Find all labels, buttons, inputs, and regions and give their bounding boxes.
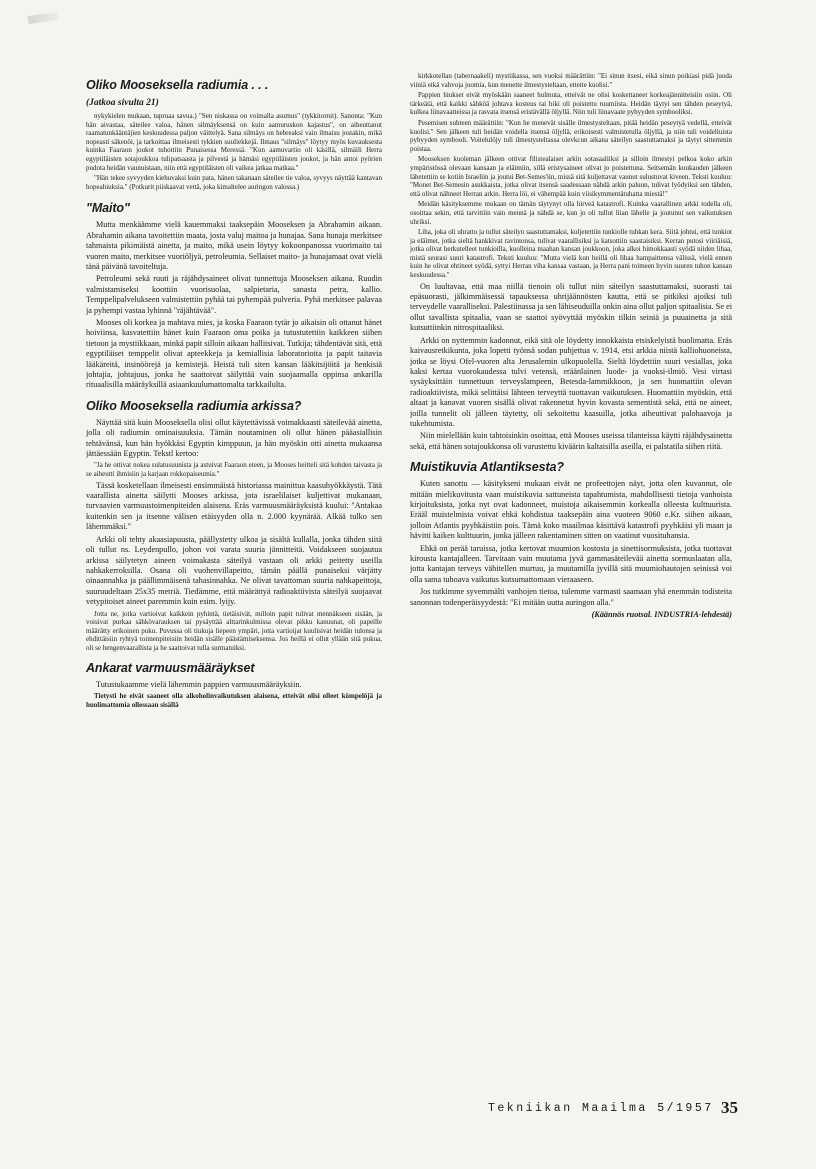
paragraph-18: Liha, joka oli uhrattu ja tullut säteilyn saastuttamaksi, kuljetettiin tunkiolle tuhkan kera. Siitä johtui, että tunkiot ja eläimet, jotka sieltä hankkivat ravintonsa, tulivat vaarallisiksi ja katsottiin saastaisiksi. Kerran putosi viiriäisiä, jotka olivat herkutelleet tunkioilla, kuolleina maahan kansan joukkoon, joka alkoi himokkaasti syödä niiden lihaa, mistä seurasi suuri katastrofi. Teksti kuuluu: "Mutta vielä kun heillä oli lihaa hampaittensa välissä, vielä ennen kuin he olivat ehtineet syödä, syttyi Herran viha kansaa vastaan, ja Herra pani toimeen hyvin suuren tuhon kansan keskuudessa." (410, 228, 732, 280)
paragraph-8: Tässä kosketellaan ilmeisesti ensimmäistä historiassa mainittua kaasuhyökkäystä. Tätä vaarallista ainetta säilytti Mooses arkissa, jota israelilaiset kuljettivat mukanaan, turvaavien varmuustoimenpiteiden alaisena. Eräs varmuusmääräyksistä kuului: "Antakaa kuitenkin sen ja itsenne välisen etäisyyden olla n. 2.000 kyynärää. Alkää tulko sen lähemmäksi." (86, 480, 382, 532)
paragraph-1: nykykielen mukaan, tupruaa savua.) "Sen niskassa on voimalla asumus" (tykkitornit). Sanonta: "Kun hän aivastaa, säteilee valoa, hänen silmäyksensä on kuin aamuruskon kajastus", on aiheuttanut raamatunkääntäjien keskuudessa paljon väittelyä. Sana silmäys on hebreaksi vain ilmaisu jostakin, mikä nopeasti säkenöi, ja tarkoittaa ilmeisesti tykkien suuliekkejä. Ilmaus "silmäys" löytyy myös kuvauksesta kuinka Faaraon joukot tuhottiin Punaisessa Meressä. "Kun aamuvartio oli käsillä, silmäili Herra egyptiläisten sotajoukkoa tulipatsaasta ja pilvestä ja hämäsi egyptiläisten joukot, ja hän antoi pyörien pudota heidän vaunuistaan, niin että egyptiläisten oli vaikea jatkaa matkaa." (86, 112, 382, 172)
paragraph-11: Tutustukaamme vielä lähemmin pappien varmuusmääräyksiin. (96, 679, 302, 689)
paragraph-22: Kuten sanottu — käsitykseni mukaan eivät ne profeettojen näyt, jotta olen kuvannut, ole mitään mielikuvitusta vaan muistikuvia sattuneista tapahtumista, mahdollisesti tietoja vanhoista kirjoituksista, jotka nyt ovat kadonneet, muistoja aikaisemmin korkealla olleesta kulttuurista. Erääl muistelmista voivat ehkä kohdistua taaksepäin aina vuoteen 9060 e.Kr. siihen aikaan, jolloin Atlantis pyyhkäistiin pois. Tämä koko maailmaa käsittävä katastrofi pyyhkäisi yli maan ja hävitti kaiken kulttuurin, jonka jälleen rakentaminen sitten on vaatinut vuosituhansia. (410, 479, 732, 541)
paragraph-6: Näyttää sitä kuin Mooseksella olisi ollut käytettävissä voimakkaasti säteilevää ainetta, jolla oli radiumin ominaisuuksia. Tämän noutaminen oli ollut hänen pääasiallisin tehtävänsä, kun hän hyökkäsi Egyptin kimppuun, ja hän myöskin otti ainetta mukaansa jättäessään Egyptin. Tekstl kertoo: (86, 417, 382, 459)
paragraph-24: Jos tutkimme syvemmälti vanhojen tietoa, tulemme varmasti saamaan yhä enemmän todisteita sanonnan todenperäisyydestä: "Ei mitään uutta auringon alla." (410, 587, 732, 607)
paragraph-2: "Hän tekee syvyyden kiehuvaksi kuin pata, hänen takanaan säteilee tie valoa, syvyys näyttää kantavan hopeahiuksia." (Potkurit piiskaavat vettä, joka kimaltelee auringon valossa.) (86, 174, 382, 191)
page-corner-mark (28, 12, 59, 24)
paragraph-3: Mutta menkäämme vielä kauemmaksi taaksepäin Mooseksen ja Abrahamin aikaan. Abrahamin aikana tavoitettiin maata, josta valuj maitoa ja hunajaa. Sana hunaja merkitsee tahmaista pikimäistä ainetta, ja maito, mikä usein löytyy kokoonpanossa vuorimaito tai vuoren maito, merkitsee vuoriöljyä, petroleumia. Sellaiset maito- ja hunajamaat ovat vielä tänä päivänä tavoiteltuja. (86, 220, 382, 271)
magazine-name: Tekniikan Maailma 5/1957 (488, 1102, 714, 1115)
paragraph-12: Tietysti he eivät saaneet olla alkoholinvaikutuksen alaisena, etteivät olisi olleet kömpelöjä ja huolimattomia ollessaan sisällä (86, 691, 382, 709)
paragraph-7: "Ja he ottivat nokea sulatusuunista ja astuivat Faaraon eteen, ja Mooses heitteli sitä kohden taivasta ja se aiheutti ihmisiin ja karjaan rokkopaiseumia." (86, 461, 382, 479)
heading-muistikuvia: Muistikuvia Atlantiksesta? (410, 460, 564, 475)
right-column (410, 72, 732, 1072)
continuation-note: (Jatkoa sivulta 21) (86, 98, 159, 108)
paragraph-20: Arkki on nyttemmin kadonnut, eikä sitä ole löydetty innokkaista etsiskelyistä huolimatta. Eräs kaivausretkikunta, joka lopetti työnsä sodan puhjettua v. 1914, etsi arkkia niistä kalliohuoneista, jotka se löysi Ofel-vuoren alta Jerusalemin ulkopuolella. Sieltä löydettiin suuri vesiallas, joka kaksi kertaa vuorokaudessa tulvi vetensä, eräänlainen luode- ja vuoksi-ilmiö. Vesi virtasi sysäyksittäin tunnettuun terveyslampeen, Betesda-lammikkoon, ja sen huomattiin olevan radioaktiivista, mikä selittäisi lähteen terveyttä tuottavan vaikutuksen. Huomattiin myöskin, että altaat ja kanavat vuoren sisällä olivat rakennetut hyvin kovasta sementistä sekä, että ne aineet, joilla tunnelit oli jälleen täytetty, oli sekoitettu kaasuilla, jotka aiheuttivat palohaavoja ja tukehtumista. (410, 335, 732, 428)
heading-radiumia: Oliko Mooseksella radiumia . . . (86, 78, 269, 92)
paragraph-15: Pesemisen suhteen määrättiin: "Kun he menevät sisälle ilmestysteltaan, pitää heidän peseytyä vedellä, etteivät kuolisi." Sen jälkeen tuli heidän voidella itsensä öljyllä, erikoisesti valmistetulla öljyllä, ja niin tuli voidelluista pyhyyden symbooli. Voitelulöjy tuli ilmestysteltassa olevkcun aikana säteilyn saastuttamaksi ja täytyi sittemmin poistaa. (410, 118, 732, 153)
heading-maito: "Maito" (86, 201, 130, 216)
heading-arkissa: Oliko Mooseksella radiumia arkissa? (86, 398, 302, 413)
paragraph-23: Ehkä on perää taruissa, jotka kertovat muumion kostosta ja sinettisormuksista, jotka tuottavat kirousta kantajalleen. Tarvitaan vain muutama jyvä gammasäteilevää ainetta sormuslaatan alla, jotta kantajan terveys vähitellen murtuu, ja muutamilla jyvillä sitä muumiohautojen seinissä voi olla sama tuhoava vaikutus kutsumattomaan vieraaseen. (410, 543, 732, 584)
paragraph-9: Arkki oli tehty akaasiapuusta, päällystetty ulkoa ja sisältä kullalla, jonka tähden siitä oli tullut ns. Leydenpullo, johon voi varata suuria jännitteitä. Voidakseen suojautua arkissa säilytetyn aineen voimakasta säteilyä vastaan oli arkki peitetty useilla nahkakerroksilla. Osana oli vuohenvillapeitto, tämän päällä punaiseksi värjätty oinaannahka ja päällimmäisenä tahasinnahka. Ne olivat tavattoman suuria nahkapeittoja, suuruudeltaan 25x35 metriä. Tiedämme, että määrättyä radioaktiivista säteilyä suojaavat vetypitoiset aineet paremmin kuin esim. lyijy. (86, 534, 382, 607)
paragraph-13: kirkkotellan (tabernaakeli) mystiikassa, sen vuoksi määrättiin: "Ei sinun itsesi, eikä sinun poikiasi pidä juoda viiniä eikä vahvoja juomia, kun menette ilmestysteltaan, ettette kuolisi." (410, 72, 732, 89)
paragraph-5: Mooses oli korkea ja mahtava mies, ja koska Faaraon tytär jo aikaisin oli ottanut hänet hoiviinsa, kasvatettiin hänet kuin Faaraon oma poika ja tutustutettiin kaikkeen siihen tietoon ja mystiikkaan, minkä papit silloin aikaan hallitsivat. Tutkija; tähdentävät sitä, että egyptiläiset temppelit olivat apteekkeja ja kemiallisia laboratorioita ja papit taitavia lääkäreitä, insinöörejä ja kemistejä. Heistä tuli siten kansan lääkitsijöitä ja henkisiä johtajia, johtajuus, jonka he saattoivat säilyttää vain suojaamalla oppinsa ankarilla rituaalisilla määräyksillä asiaankuulumattomalta tarkkailulta. (86, 318, 382, 390)
paragraph-10: Jotta ne, jotka vartioivat kaikkein pyhintä, tietäisivät, milloin papit tulivat mennäkseen sisään, ja voisivat purkaa sähkövarauksen tai pysäyttää alttarinkulmissa olevat pikku kanuunat, oli papeille määrätty erikoinen puku. Puvussa oli tiukuja liepeen ympäri, jotta vartioijat kuulisivat heidän tulonsa ja ehdittäisiin ryhtyä toimenpiteisiin heidän sisälle päästämiseksensa. Jos heillä ei ollut yllään sitä pukua, oli se hengenvaarallista ja he saattoivat tulla surmatuiksi. (86, 609, 382, 652)
paragraph-4: Petroleumi sekä ruuti ja räjähdysaineet olivat tunnettuja Mooseksen aikana. Ruudin valmistamiseksi koottiin vuorisuolaa, salpietaria, sanasta petra, kallio. Temppelipalvelukseen valmistettiin pyhää tai pyhempää pulveria. Pyhä merkitsee palavaa ja pyhempi vastaa lyhinnä "räjähtävää". (86, 274, 382, 315)
paragraph-17: Meidän käsityksemme mukaan on tämän täytynyt olla hirveä katastrofi. Kuinka vaarallinen arkki todella oli, osoittaa sekin, että tarvittiin vain mennä ja nähdä se, kun jo oli tullut liian lähelle ja joutunut sen vaikutuksen uhriksi. (410, 200, 732, 226)
heading-ankarat: Ankarat varmuusmääräykset (86, 660, 255, 675)
page-footer (488, 1098, 738, 1118)
page-number: 35 (721, 1098, 738, 1117)
left-column (86, 72, 382, 1072)
translation-credit: (Käännös ruotsal. INDUSTRIA-lehdestä) (591, 610, 732, 620)
paragraph-19: On luultavaa, että maa niillä tienoin oli tullut niin säteilyn saastuttamaksi, suorasti tai epäsuorasti, jälkimmäisessä tapauksessa uhrijäännösten kautta, että se pitkiksi ajoiksi tuli terveydelle vaaralliseksi. Palestiinassa ja sen lähiseuduilla onkin aina ollut paljon spitaalisia. Se ei ollut tavallista spitaalia, vaan se saattoi syövyttää myöskin tilkin seiniä ja puuainetta ja sitä kutsuttiinkin nitrospitaaliksi. (410, 281, 732, 333)
paragraph-21: Niin mielellään kuin tahtoisinkin osoittaa, että Mooses useissa tilanteissa käytti räjähdysainetta sekä, että hänen sotajoukkonsa oli varustettu kiväärin kaltaisilla aseilla, ei palstatila siihen riitä. (410, 431, 732, 451)
paragraph-14: Pappien hiukset eivät myöskään saaneet hulmuta, etteivät ne olisi koskettaneet korkeajännitteisiin osiin. Oli tärkeätä, että kaikki sähköä johtava kosteus tai hiki oli poistettu ruumiista. Heidän täytyi sen tähden peseytyä, kulkea liinavaatteissa ja rasvata itsensä eristävällä öljyllä. Niin tuli liinavaate pyhyyden symbooliksi. (410, 91, 732, 117)
paragraph-16: Mooseksen kuoleman jälkeen ottivat filistealaiset arkin sotasaaliiksi ja silloin ilmestyi pelkoa koko arkin ympäristössä olevaan kansaan ja eläimiin, sillä eristysaineet olivat jo poistettuna. Seitsemän kuukauden jälkeen lähetettiin se kotiin Israeliin ja joutui Bet-Semes'iin, missä sitä kuljettavat vaunut sulustuvat kiveen. Teksti kuuluu: "Monet Bet-Semesin asukkaista, jotka olivat itsensä saadessaan nähdä arkin paluun, tulivat lyödyiksi sen tähden, että olivat nähneet Herran arkin. Herra löi, ei vähempää kuin viisikymmentätuhatta miestä!" (410, 155, 732, 198)
